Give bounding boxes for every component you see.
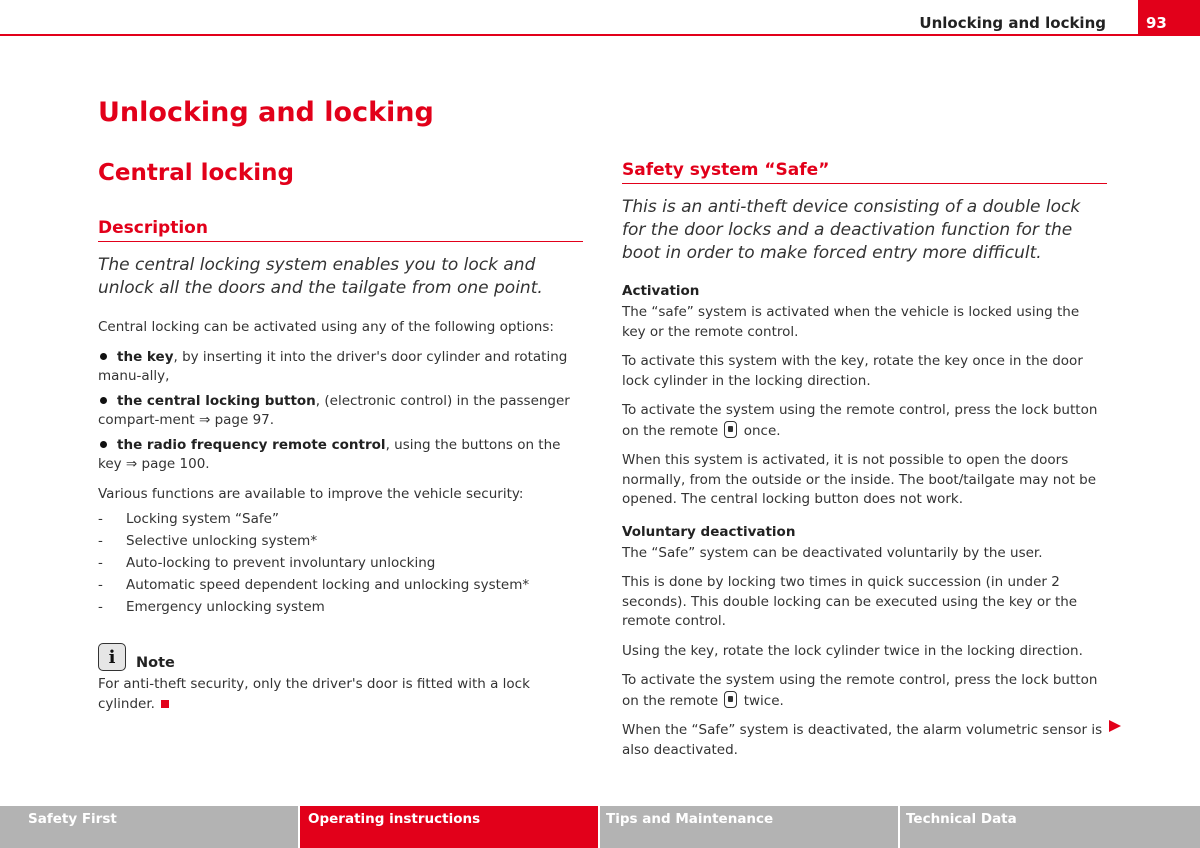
note-header [98, 643, 583, 671]
bullet-icon [100, 441, 107, 448]
option-bold: the key [117, 348, 174, 365]
text-span: To activate the system using the remote control, press the lock button on the remote [622, 672, 1098, 709]
activation-paragraph [622, 401, 1107, 441]
list-item: - Selective unlocking system* [98, 532, 583, 551]
list-item [98, 436, 583, 475]
deactivation-paragraph: When the “Safe” system is deactivated, the alarm volumetric sensor is also deactivated. [622, 722, 1103, 758]
running-header-title: Unlocking and locking [919, 14, 1106, 32]
bullet-icon [100, 353, 107, 360]
option-text: , by inserting it into the driver's door cylinder and rotating manu-ally, [98, 348, 568, 384]
deactivation-paragraph: The “Safe” system can be deactivated voluntarily by the user. [622, 544, 1043, 561]
list-item [98, 392, 583, 431]
right-column [622, 160, 1107, 770]
description-heading: Description [98, 218, 583, 242]
deactivation-paragraph: This is done by locking two times in quick succession (in under 2 seconds). This double locking can be executed using the key or the remote control. [622, 574, 1078, 629]
text-span: To activate the system using the remote control, press the lock button on the remote [622, 402, 1098, 439]
list-item: - Emergency unlocking system [98, 598, 583, 617]
chapter-title: Unlocking and locking [98, 97, 434, 128]
functions-intro: Various functions are available to improve the vehicle security: [98, 485, 524, 502]
tab-technical-data[interactable]: Technical Data [900, 806, 1200, 848]
footer-nav [0, 806, 1200, 848]
list-item [98, 348, 583, 387]
activation-paragraph: The “safe” system is activated when the vehicle is locked using the key or the remote control. [622, 304, 1080, 340]
safety-system-heading: Safety system “Safe” [622, 160, 1107, 184]
note-label: Note [136, 655, 175, 671]
deactivation-heading: Voluntary deactivation [622, 523, 796, 540]
tab-tips-and-maintenance[interactable]: Tips and Maintenance [600, 806, 900, 848]
info-icon: i [98, 643, 126, 671]
note-box [98, 643, 583, 714]
text-span: once. [739, 422, 781, 439]
lock-button-icon [724, 421, 737, 438]
option-bold: the central locking button [117, 392, 316, 409]
option-bold: the radio frequency remote control [117, 436, 386, 453]
page-number-box [1138, 0, 1200, 36]
deactivation-paragraph: Using the key, rotate the lock cylinder twice in the locking direction. [622, 642, 1083, 659]
option-text: , (electronic control) in the passenger compart-ment ⇒ page 97. [98, 392, 570, 428]
safety-system-intro: This is an anti-theft device consisting of a double lock for the door locks and a deactivation function for the boot in order to make forced entry more difficult. [622, 197, 1081, 263]
left-column [98, 218, 583, 714]
activation-heading: Activation [622, 283, 700, 299]
list-item: - Automatic speed dependent locking and unlocking system* [98, 576, 583, 595]
page-number: 93 [1146, 14, 1167, 32]
functions-list [98, 510, 583, 617]
tab-safety-first[interactable]: Safety First [0, 806, 300, 848]
section-title: Central locking [98, 160, 294, 186]
tab-operating-instructions[interactable]: Operating instructions [300, 806, 600, 848]
options-intro: Central locking can be activated using any of the following options: [98, 319, 554, 335]
option-text: , using the buttons on the key ⇒ page 100. [98, 436, 561, 472]
header-rule [0, 34, 1200, 36]
options-list [98, 348, 583, 475]
note-text [98, 675, 583, 714]
list-item: - Auto-locking to prevent involuntary unlocking [98, 554, 583, 573]
text-span: twice. [739, 692, 784, 709]
deactivation-paragraph [622, 671, 1107, 711]
bullet-icon [100, 397, 107, 404]
activation-paragraph: When this system is activated, it is not possible to open the doors normally, from the outside or the inside. The boot/tailgate may not be opened. The central locking button does not work. [622, 452, 1097, 507]
note-text-content: For anti-theft security, only the driver's door is fitted with a lock cylinder. [98, 676, 530, 712]
description-intro: The central locking system enables you to lock and unlock all the doors and the tailgate from one point. [98, 255, 543, 298]
activation-paragraph: To activate this system with the key, rotate the key once in the door lock cylinder in the locking direction. [622, 353, 1083, 389]
end-marker-icon [161, 700, 169, 708]
continue-arrow-icon [1109, 720, 1121, 732]
lock-button-icon [724, 691, 737, 708]
list-item: - Locking system “Safe” [98, 510, 583, 529]
